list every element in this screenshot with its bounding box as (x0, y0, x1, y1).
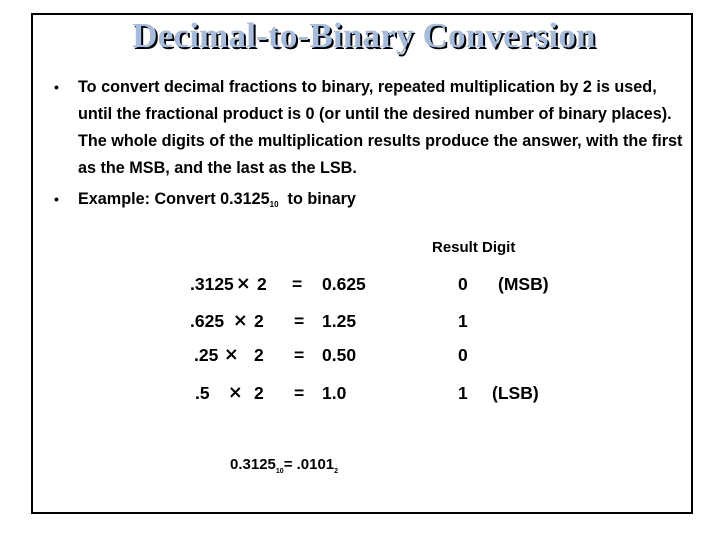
bullet-item-example (48, 186, 688, 218)
digit-note: (LSB) (492, 383, 539, 403)
final-binary-subscript: 2 (334, 468, 339, 475)
example-text-before: Example: Convert 0.3125 (78, 190, 270, 208)
bullet-list (48, 74, 688, 218)
product: 1.25 (322, 311, 357, 331)
factor: 2 (257, 274, 267, 294)
result-digit: 0 (458, 274, 468, 294)
result-digit: 1 (458, 383, 468, 403)
bullet-item-explanation (48, 74, 688, 182)
equals: = (292, 274, 303, 294)
product: 0.50 (322, 345, 357, 365)
calc-row (0, 311, 728, 341)
equals: = (294, 383, 305, 403)
example-subscript: 10 (269, 200, 279, 209)
result-digit: 0 (458, 345, 468, 365)
final-decimal: 0.3125 (230, 456, 276, 473)
calc-row (0, 345, 728, 375)
final-decimal-subscript: 10 (275, 468, 284, 475)
result-digit-header: Result Digit (432, 239, 516, 256)
final-binary: = .0101 (283, 456, 335, 473)
operand: .625 (190, 311, 225, 331)
equals: = (294, 311, 305, 331)
multiply-icon: × (224, 345, 239, 365)
product: 0.625 (322, 274, 366, 294)
bullet-dot-icon: • (54, 79, 59, 95)
digit-note: (MSB) (498, 274, 549, 294)
calc-row (0, 383, 728, 413)
multiply-icon: × (228, 383, 243, 403)
slide-title: Decimal-to-Binary Conversion (132, 16, 596, 55)
factor: 2 (254, 345, 264, 365)
multiply-icon: × (236, 274, 251, 294)
calc-row (0, 274, 728, 304)
product: 1.0 (322, 383, 347, 403)
operand: .25 (194, 345, 219, 365)
bullet-dot-icon: • (54, 191, 59, 207)
example-text-after: to binary (278, 190, 356, 208)
result-digit: 1 (458, 311, 468, 331)
factor: 2 (254, 311, 264, 331)
final-result (230, 456, 338, 475)
bullet-text: To convert decimal fractions to binary, repeated multiplication by 2 is used, until the fractional product is 0 (or until the desired number of binary places). The whole digits of the multiplication results produce the answer, with the first as the MSB, and the last as the LSB. (78, 78, 683, 177)
factor: 2 (254, 383, 264, 403)
equals: = (294, 345, 305, 365)
operand: .3125 (190, 274, 234, 294)
operand: .5 (195, 383, 210, 403)
multiply-icon: × (233, 311, 248, 331)
